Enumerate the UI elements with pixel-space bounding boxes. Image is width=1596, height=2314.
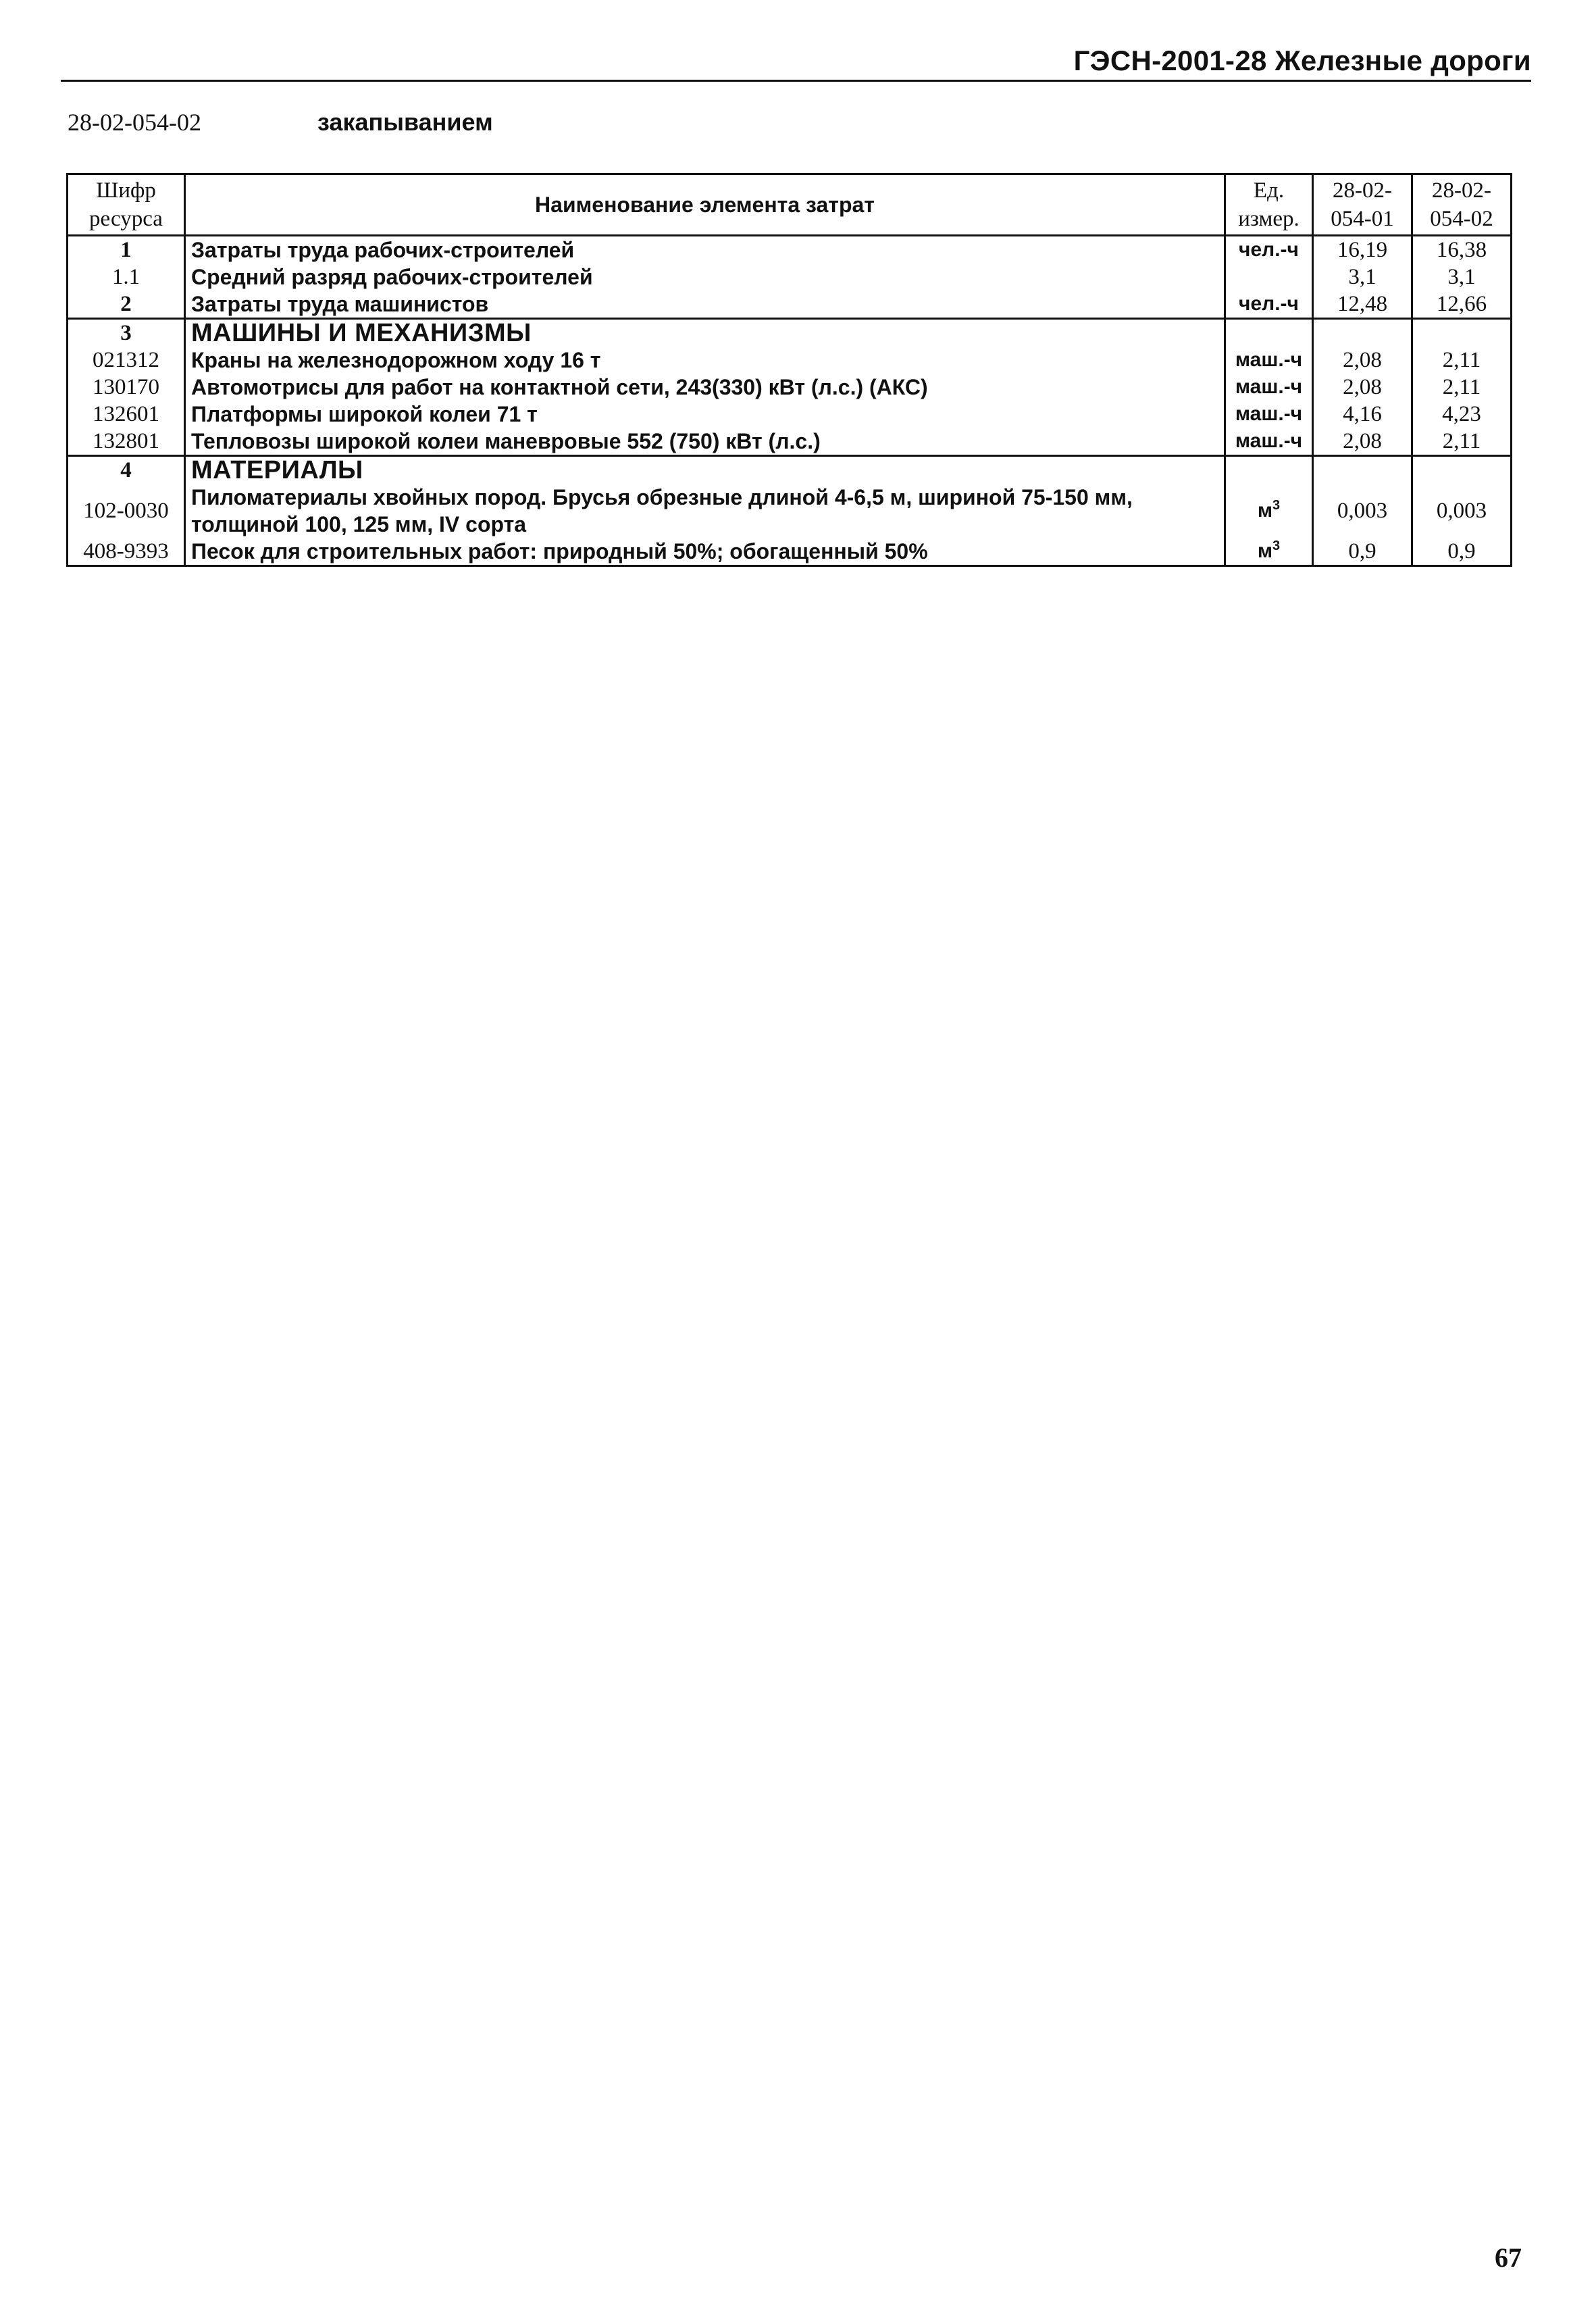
row-name: Платформы широкой колеи 71 т (185, 401, 1225, 428)
row-value-01: 3,1 (1313, 263, 1412, 291)
table-row (68, 263, 1512, 291)
row-unit: чел.-ч (1225, 291, 1313, 319)
row-value-01: 2,08 (1313, 428, 1412, 456)
row-name: Краны на железнодорожном ходу 16 т (185, 347, 1225, 374)
row-code: 1 (68, 236, 185, 264)
row-code: 1.1 (68, 263, 185, 291)
row-value-02: 4,23 (1412, 401, 1512, 428)
row-unit: маш.-ч (1225, 401, 1313, 428)
row-unit: маш.-ч (1225, 347, 1313, 374)
row-value-02: 16,38 (1412, 236, 1512, 264)
row-value-02 (1412, 456, 1512, 484)
row-code: 102-0030 (68, 484, 185, 538)
row-value-02: 2,11 (1412, 347, 1512, 374)
row-unit (1225, 456, 1313, 484)
header-resource-code: Шифр ресурса (68, 174, 185, 236)
row-unit: маш.-ч (1225, 428, 1313, 456)
section-row-machines (68, 319, 1512, 347)
subtitle (68, 108, 493, 136)
header-rule (61, 80, 1531, 82)
resource-table (66, 173, 1512, 567)
row-unit (1225, 319, 1313, 347)
table-row (68, 484, 1512, 538)
row-unit (1225, 263, 1313, 291)
row-unit: маш.-ч (1225, 374, 1313, 401)
row-value-01: 2,08 (1313, 347, 1412, 374)
row-value-02: 2,11 (1412, 428, 1512, 456)
row-code: 408-9393 (68, 538, 185, 566)
section-title: МАШИНЫ И МЕХАНИЗМЫ (185, 319, 1225, 347)
row-value-01 (1313, 319, 1412, 347)
header-unit: Ед. измер. (1225, 174, 1313, 236)
row-code: 3 (68, 319, 185, 347)
row-value-01: 0,9 (1313, 538, 1412, 566)
row-value-01: 16,19 (1313, 236, 1412, 264)
section-title: МАТЕРИАЛЫ (185, 456, 1225, 484)
row-unit: чел.-ч (1225, 236, 1313, 264)
row-value-02: 3,1 (1412, 263, 1512, 291)
row-code: 2 (68, 291, 185, 319)
row-code: 132801 (68, 428, 185, 456)
table-row (68, 401, 1512, 428)
section-row-materials (68, 456, 1512, 484)
row-unit: $м^3$ (1225, 538, 1313, 566)
row-value-02: 12,66 (1412, 291, 1512, 319)
table-row (68, 374, 1512, 401)
table-row (68, 347, 1512, 374)
header-norm-01: 28-02- 054-01 (1313, 174, 1412, 236)
table-row (68, 538, 1512, 566)
table-row (68, 291, 1512, 319)
row-name: Пиломатериалы хвойных пород. Брусья обрезные длиной 4-6,5 м, шириной 75-150 мм, толщиной 100, 125 мм, IV сорта (185, 484, 1225, 538)
header-norm-02: 28-02- 054-02 (1412, 174, 1512, 236)
row-name: Затраты труда машинистов (185, 291, 1225, 319)
unit-superscript: 3 (1272, 498, 1281, 513)
row-value-02: 0,003 (1412, 484, 1512, 538)
row-name: Тепловозы широкой колеи маневровые 552 (750) кВт (л.с.) (185, 428, 1225, 456)
subtitle-description: закапыванием (317, 108, 493, 136)
row-value-01: 4,16 (1313, 401, 1412, 428)
header-cost-element-name: Наименование элемента затрат (185, 174, 1225, 236)
table-row (68, 236, 1512, 264)
row-name: Автомотрисы для работ на контактной сети, 243(330) кВт (л.с.) (АКС) (185, 374, 1225, 401)
table-row (68, 428, 1512, 456)
page-number: 67 (1495, 2242, 1522, 2273)
row-value-02: 2,11 (1412, 374, 1512, 401)
row-name: Затраты труда рабочих-строителей (185, 236, 1225, 264)
unit-superscript: 3 (1272, 538, 1281, 553)
row-name: Песок для строительных работ: природный 50%; обогащенный 50% (185, 538, 1225, 566)
row-name: Средний разряд рабочих-строителей (185, 263, 1225, 291)
row-code: 132601 (68, 401, 185, 428)
row-value-01: 0,003 (1313, 484, 1412, 538)
row-code: 021312 (68, 347, 185, 374)
row-value-02: 0,9 (1412, 538, 1512, 566)
row-value-01 (1313, 456, 1412, 484)
row-value-01: 12,48 (1313, 291, 1412, 319)
row-code: 130170 (68, 374, 185, 401)
row-code: 4 (68, 456, 185, 484)
row-unit: $м^3$ (1225, 484, 1313, 538)
subtitle-code: 28-02-054-02 (68, 109, 201, 136)
table-header-row (68, 174, 1512, 236)
row-value-01: 2,08 (1313, 374, 1412, 401)
row-value-02 (1412, 319, 1512, 347)
running-header-title: ГЭСН-2001-28 Железные дороги (1073, 45, 1531, 76)
